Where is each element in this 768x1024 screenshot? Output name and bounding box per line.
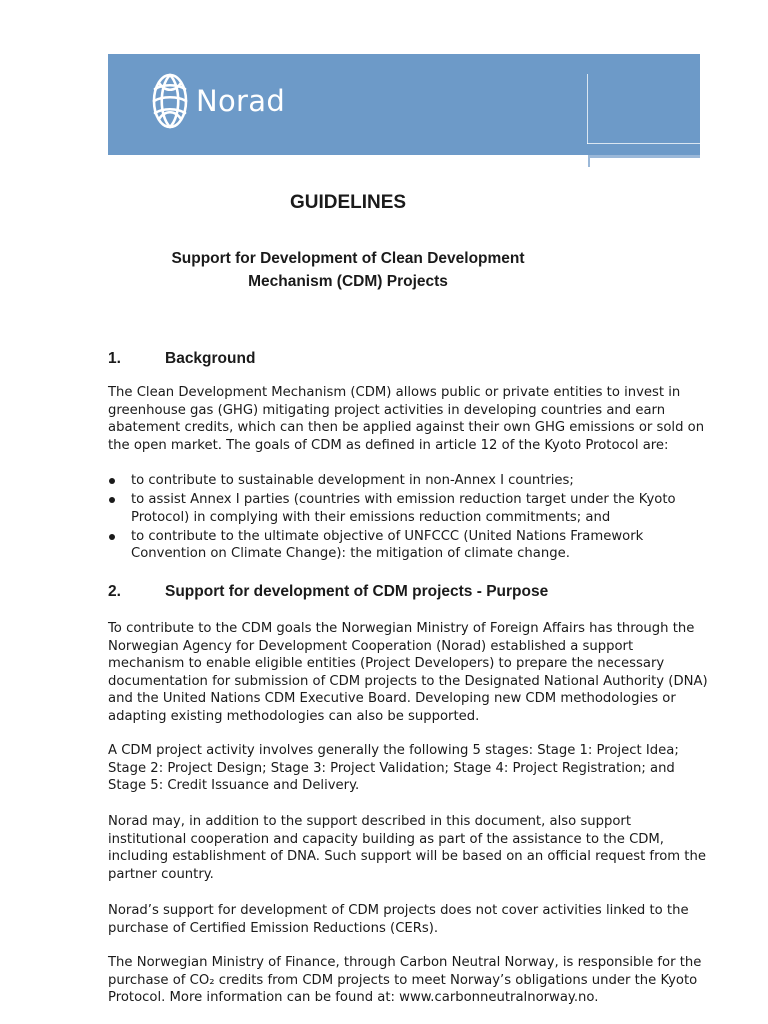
paragraph-end: . — [594, 990, 599, 1005]
section-1-number: 1. — [108, 350, 121, 367]
header-accent-rule — [588, 155, 700, 158]
header-divider-horizontal — [587, 143, 700, 144]
logo-text: Norad — [196, 84, 286, 118]
section-2-paragraph-2: A CDM project activity involves generally the following 5 stages: Stage 1: Project Idea; Stage 2: Project Design; Stage 3: Project Validation; Stage 4: Project Registration; and Stage 5: Credit Issuance and Delivery. — [108, 743, 679, 793]
header-divider-vertical — [587, 74, 588, 144]
section-2-paragraph-3: Norad may, in addition to the support described in this document, also support institutional cooperation and capacity building as part of the assistance to the CDM, including establishment of DNA. Such support will be based on an official request from the partner country. — [108, 814, 706, 882]
section-2-paragraph-5 — [108, 954, 708, 1007]
bullet-icon — [109, 478, 115, 484]
section-2-number: 2. — [108, 583, 121, 600]
carbon-neutral-norway-link[interactable]: www.carbonneutralnorway.no — [399, 990, 595, 1005]
section-1-intro: The Clean Development Mechanism (CDM) allows public or private entities to invest in greenhouse gas (GHG) mitigating project activities in developing countries and earn abatement credits, which can then be applied against their own GHG emissions or sold on the open market. The goals of CDM as defined in article 12 of the Kyoto Protocol are: — [108, 385, 705, 453]
section-2-heading — [108, 583, 548, 601]
document-subtitle — [120, 247, 576, 293]
header-band — [108, 54, 700, 155]
bullet-icon — [109, 497, 115, 503]
section-2-paragraph-4: Norad’s support for development of CDM projects does not cover activities linked to the purchase of Certified Emission Reductions (CERs). — [108, 903, 689, 936]
list-item-text: to contribute to sustainable development in non-Annex I countries; — [131, 473, 574, 488]
paragraph-text: The Norwegian Ministry of Finance, through Carbon Neutral Norway, is responsible for the purchase of CO₂ credits from CDM projects to meet Norway’s obligations under the Kyoto Protocol. More information can be found at: — [108, 955, 702, 1005]
header-accent-tick — [588, 155, 590, 167]
subtitle-line-2: Mechanism (CDM) Projects — [248, 273, 448, 290]
section-1-title: Background — [165, 350, 256, 367]
list-item — [108, 528, 708, 563]
list-item — [108, 472, 708, 490]
globe-icon — [150, 72, 190, 130]
section-2-title: Support for development of CDM projects - Purpose — [165, 583, 549, 600]
list-item-text: to contribute to the ultimate objective of UNFCCC (United Nations Framework Convention on Climate Change): the mitigation of climate change. — [131, 528, 644, 561]
document-title: GUIDELINES — [289, 192, 407, 213]
bullet-icon — [109, 534, 115, 540]
norad-logo — [150, 72, 285, 130]
list-item — [108, 491, 708, 526]
section-1-heading — [108, 350, 255, 368]
list-item-text: to assist Annex I parties (countries with emission reduction target under the Kyoto Protocol) in complying with their emissions reduction commitments; and — [131, 492, 676, 525]
subtitle-line-1: Support for Development of Clean Development — [171, 250, 525, 267]
section-2-paragraph-1: To contribute to the CDM goals the Norwegian Ministry of Foreign Affairs has through the Norwegian Agency for Development Cooperation (Norad) established a support mechanism to enable eligible entities (Project Developers) to prepare the necessary documentation for submission of CDM projects to the Designated National Authority (DNA) and the United Nations CDM Executive Board. Developing new CDM methodologies or adapting existing methodologies can also be supported. — [108, 621, 708, 724]
goals-list — [108, 472, 708, 564]
